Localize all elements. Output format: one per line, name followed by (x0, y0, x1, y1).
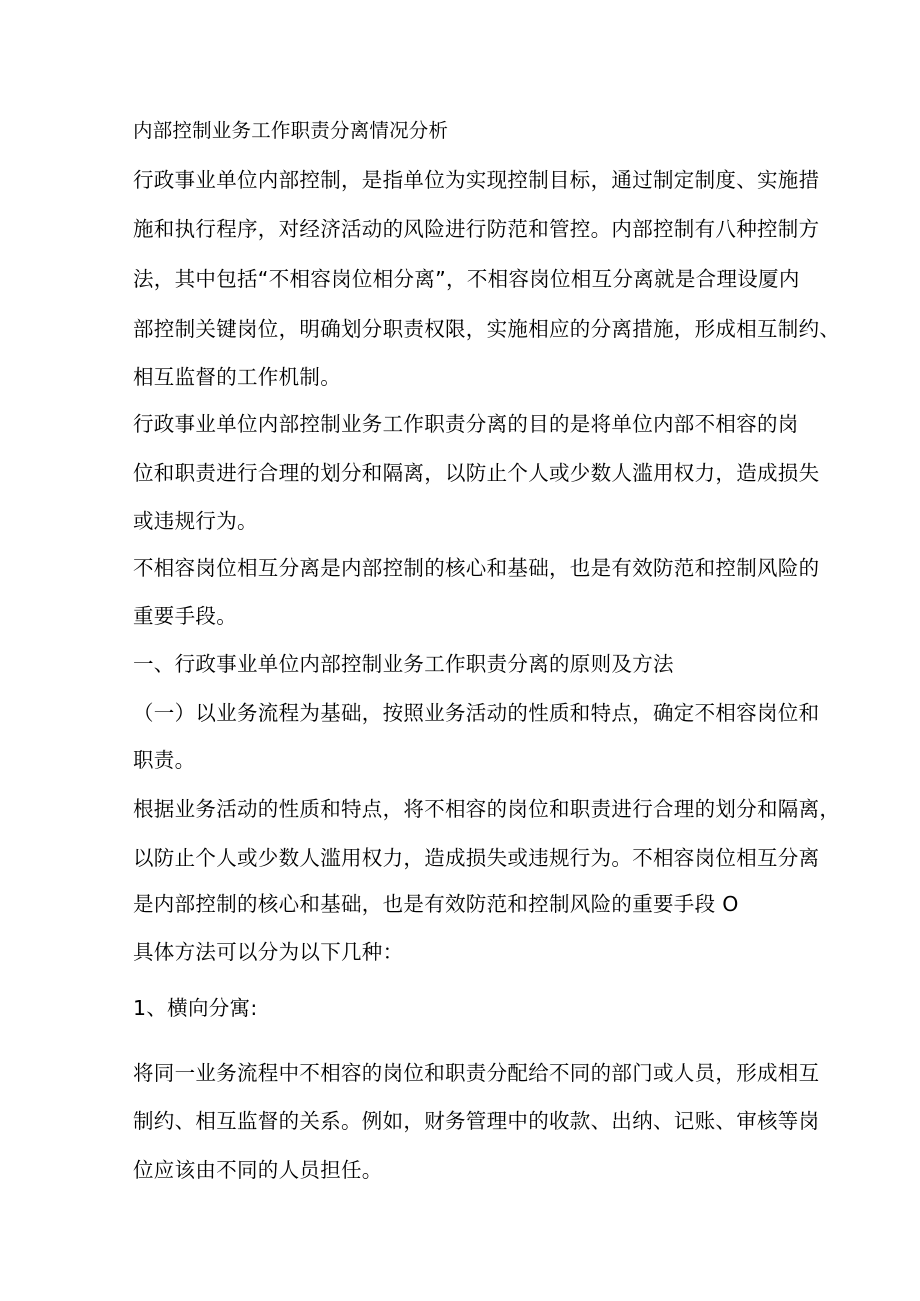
section-heading: 一、行政事业单位内部控制业务工作职责分离的原则及方法 (133, 652, 674, 676)
text-line: 或违规行为。 (133, 509, 258, 533)
text-line: 以防止个人或少数人滥用权力，造成损失或违规行为。不相容岗位相互分离 (133, 846, 820, 870)
text-line: 将同一业务流程中不相容的岗位和职责分配给不同的部门或人员，形成相互 (133, 1061, 820, 1085)
method-heading: 1、横向分寓: (133, 996, 258, 1020)
document-title: 内部控制业务工作职责分离情况分析 (133, 119, 449, 142)
text-line: 位和职责进行合理的划分和隔离，以防止个人或少数人滥用权力，造成损失 (133, 461, 820, 485)
text-line: 行政事业单位内部控制业务工作职责分离的目的是将单位内部不相容的岗 (133, 412, 799, 436)
text-line: 位应该由不同的人员担任。 (133, 1158, 383, 1182)
text-line: 制约、相互监督的关系。例如，财务管理中的收款、出纳、记账、审核等岗 (133, 1109, 820, 1133)
text-line: 根据业务活动的性质和特点，将不相容的岗位和职责进行合理的划分和隔离， (133, 797, 841, 821)
text-line: 重要手段。 (133, 604, 237, 628)
text-line: 职责。 (133, 748, 196, 772)
text-line: （一）以业务流程为基础，按照业务活动的性质和特点，确定不相容岗位和 (133, 701, 820, 725)
text-line: 不相容岗位相互分离是内部控制的核心和基础，也是有效防范和控制风险的 (133, 556, 820, 580)
text-line: 相互监督的工作机制。 (133, 365, 341, 389)
text-line: 是内部控制的核心和基础，也是有效防范和控制风险的重要手段 O (133, 892, 739, 916)
text-line: 施和执行程序，对经济活动的风险进行防范和管控。内部控制有八种控制方 (133, 217, 820, 241)
text-line: 法，其中包括“不相容岗位相分离”，不相容岗位相互分离就是合理设厦内 (133, 267, 800, 291)
text-line: 具体方法可以分为以下几种： (133, 940, 404, 964)
text-line: 行政事业单位内部控制，是指单位为实现控制目标，通过制定制度、实施措 (133, 168, 820, 192)
text-line: 部控制关键岗位，明确划分职责权限，实施相应的分离措施，形成相互制约、 (133, 317, 841, 341)
